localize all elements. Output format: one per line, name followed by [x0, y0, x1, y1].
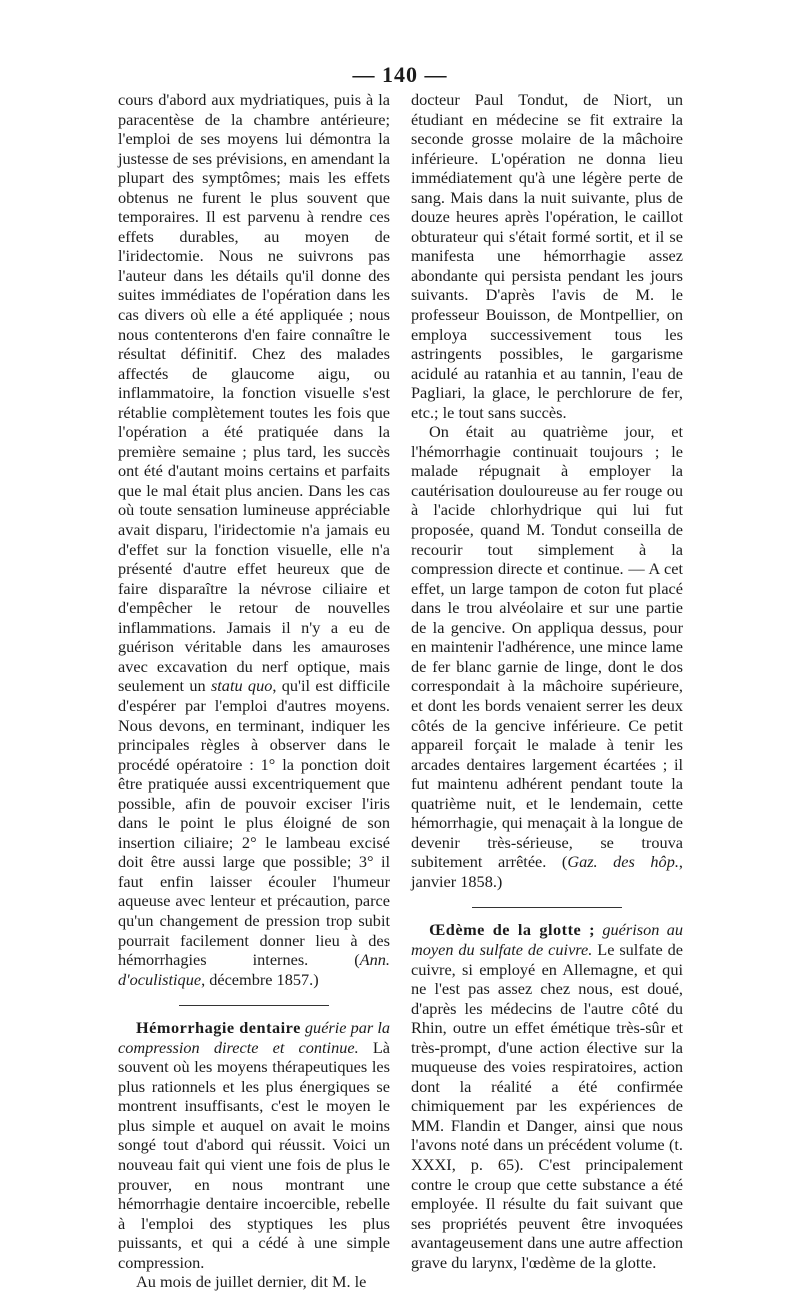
source-citation: Gaz. des hôp.: [567, 852, 679, 872]
article-hemorrhagie: Hémorrhagie dentaire guérie par la compression directe et continue. Là souvent où les moyens thérapeutiques les plus rationnels et les plus énergiques se montrent insuffisants, c'est le moyen le plus simple et auquel on avait le moins songé tout d'abord qui réussit. Voici un nouveau fait qui vient une fois de plus le prouver, en nous montrant une hémorrhagie dentaire incoercible, rebelle à l'emploi des styptiques les plus puissants, et qui a cédé à une simple compression.: [118, 1018, 390, 1272]
paragraph: Au mois de juillet dernier, dit M. le: [136, 1272, 367, 1292]
paragraph-glaucoma: cours d'abord aux mydriatiques, puis à la paracentèse de la chambre antérieure; l'emploi de ses moyens lui démontra la justesse de ses prévisions, en amendant la plupart des symptômes; mais les effets obtenus ne furent le plus souvent que temporaires. Il est parvenu à rendre ces effets durables, au moyen de l'iridectomie. Nous ne suivrons pas l'auteur dans les détails qu'il donne des suites immédiates de l'opération dans les cas divers où elle a été appliquée ; nous nous contenterons d'en faire connaître le résultat définitif. Chez des malades affectés de glaucome aigu, ou inflammatoire, la fonction visuelle s'est rétablie complètement toutes les fois que l'opération a été pratiquée dans la première semaine ; plus tard, les succès ont été d'autant moins certains et parfaits que le mal était plus ancien. Dans les cas où toute sensation lumineuse appréciable avait disparu, l'iridectomie n'a jamais eu d'effet sur la fonction visuelle, elle n'a présenté d'autre effet heureux que de faire disparaître la névrose ciliaire et d'empêcher le retour de nouvelles inflammations. Jamais il n'y a eu de guérison véritable dans les amauroses avec excavation du nerf optique, mais seulement un statu quo, qu'il est difficile d'espérer par l'emploi d'autres moyens. Nous devons, en terminant, indiquer les principales règles à observer dans le procédé opératoire : 1° la ponction doit être pratiquée aussi excentriquement que possible, afin de pouvoir exciser l'iris dans le point le plus éloigné de son insertion ciliaire; 2° le lambeau excisé doit être aussi large que possible; 3° il faut enfin laisser écouler l'humeur aqueuse avec lenteur et précaution, parce qu'un changement de pression trop subit pourrait facilement donner lieu à des hémorrhagies internes. (Ann. d'oculistique, décembre 1857.): [118, 90, 390, 989]
paragraph-case: docteur Paul Tondut, de Niort, un étudiant en médecine se fit extraire la seconde grosse molaire de la mâchoire inférieure. L'opération ne donna lieu immédiatement qu'à une légère perte de sang. Mais dans la nuit suivante, plus de douze heures après l'opération, le caillot obturateur qui s'était formé sortit, et il se manifesta une hémorrhagie assez abondante qui persista pendant les jours suivants. D'après l'avis de M. le professeur Bouisson, de Montpellier, on employa successivement tous les astringents possibles, le gargarisme acidulé au ratanhia et au tannin, l'eau de Pagliari, la glace, le perchlorure de fer, etc.; le tout sans succès.: [411, 90, 683, 422]
section-heading: Œdème de la glotte ;: [429, 920, 596, 940]
section-subheading: guérie par la compression directe et continue.: [118, 1018, 390, 1057]
section-divider: [472, 907, 622, 908]
right-column: [411, 90, 683, 1272]
article-oedeme: Œdème de la glotte ; guérison au moyen du sulfate de cuivre. Le sulfate de cuivre, si employé en Allemagne, et qui ne l'est pas assez chez nous, est doué, d'après les médecins de l'autre côté du Rhin, outre un effet émétique très-sûr et très-prompt, d'une action élective sur la muqueuse des voies respiratoires, action dont la réalité a été confirmée chimiquement par les expériences de MM. Flandin et Danger, ainsi que nous l'avons noté dans un précédent volume (t. XXXI, p. 65). C'est principalement contre le croup que cette substance a été employée. Il résulte du fait suivant que ses propriétés peuvent être invoquées avantageusement dans une autre affection grave du larynx, l'œdème de la glotte.: [411, 920, 684, 1272]
section-subheading: guérison au moyen du sulfate de cuivre.: [411, 920, 684, 959]
section-heading: Hémorrhagie dentaire: [136, 1018, 301, 1038]
paragraph-treatment: On était au quatrième jour, et l'hémorrhagie continuait toujours ; le malade répugnait à employer la cautérisation douloureuse au fer rouge ou à l'acide chlorhydrique qui lui fut proposée, quand M. Tondut conseilla de recourir tout simplement à la compression directe et continue. — A cet effet, un large tampon de coton fut placé dans le trou alvéolaire et sur une partie de la gencive. On appliqua dessus, pour en maintenir l'adhérence, une mince lame de fer blanc garnie de linge, dont le dos correspondait à la mâchoire supérieure, et dont les bords venaient serrer les deux côtés de la gencive inférieure. Ce petit appareil forçait le malade à tenir les arcades dentaires largement écartées ; il fut maintenu adhérent pendant toute la quatrième nuit, et le lendemain, cette hémorrhagie, qui menaçait à la longue de devenir très-sérieuse, se trouva subitement arrêtée. (Gaz. des hôp., janvier 1858.): [411, 422, 683, 891]
left-column: [118, 90, 390, 1292]
page-number: — 140 —: [352, 62, 448, 87]
source-citation: Ann. d'oculistique: [118, 950, 390, 989]
section-divider: [179, 1005, 329, 1006]
